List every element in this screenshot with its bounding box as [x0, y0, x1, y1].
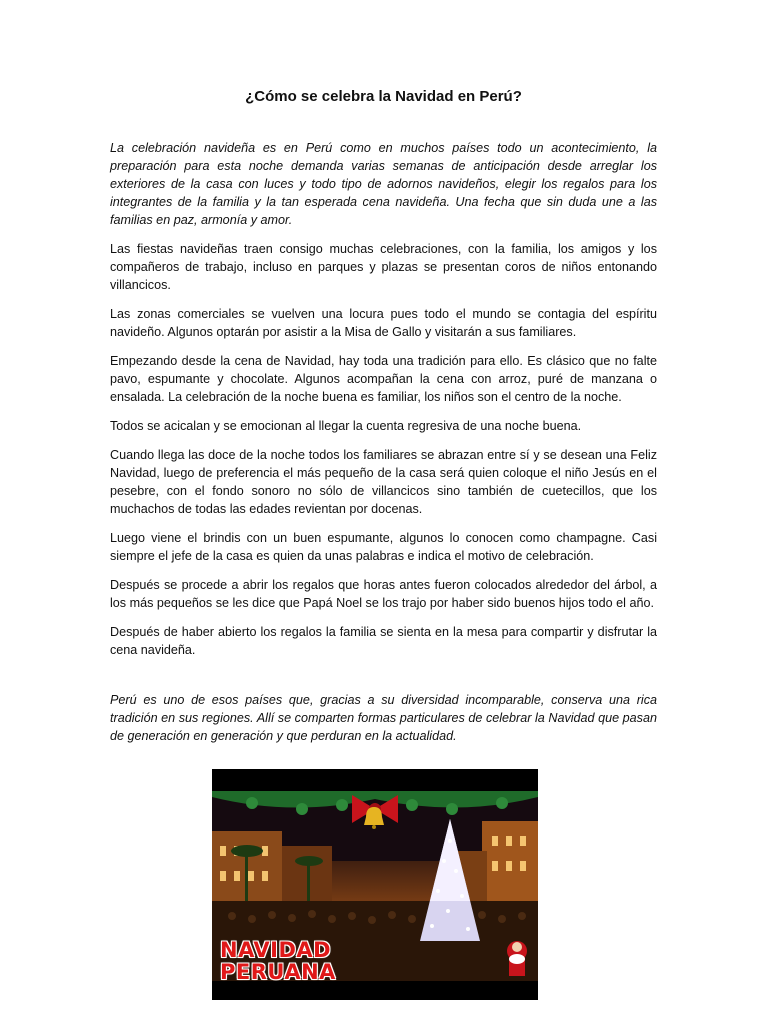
- paragraph-regalos: Después se procede a abrir los regalos que horas antes fueron colocados alrededor del árbol, a los más pequeños se les dice que Papá Noel se los trajo por haber sido buenos hijos todo el año.: [110, 578, 657, 610]
- christmas-plaza-scene: [212, 791, 538, 981]
- closing-paragraph: Perú es uno de esos países que, gracias a su diversidad incomparable, conserva una rica tradición en sus regiones. Allí se comparten formas particulares de celebrar la Navidad que pasan de generación en generación y que perduran en la actualidad.: [110, 693, 657, 743]
- paragraph-brindis: Luego viene el brindis con un buen espumante, algunos lo conocen como champagne. Casi siempre el jefe de la casa es quien da unas palabras e indica el motivo de celebración.: [110, 531, 657, 563]
- paragraph-acicalan: Todos se acicalan y se emocionan al llegar la cuenta regresiva de una noche buena.: [110, 419, 582, 433]
- document-body: [110, 139, 657, 756]
- paragraph-cena: Empezando desde la cena de Navidad, hay toda una tradición para ello. Es clásico que no falte pavo, espumante y chocolate. Algunos acompañan la cena con arroz, puré de manzana o ensalada. La celebración de la noche buena es familiar, los niños son el centro de la noche.: [110, 354, 657, 404]
- navidad-peruana-image: [212, 769, 538, 1000]
- paragraph-doce-noche: Cuando llega las doce de la noche todos los familiares se abrazan entre sí y se desean una Feliz Navidad, luego de preferencia el más pequeño de la casa será quien coloque el niño Jesús en el pesebre, con el fondo sonoro no sólo de villancicos sino también de cuetecillos, que los muchachos de todas las edades revientan por docenas.: [110, 448, 657, 516]
- banner-peruana-text: PERUANA: [220, 960, 336, 981]
- paragraph-mesa: Después de haber abierto los regalos la familia se sienta en la mesa para compartir y disfrutar la cena navideña.: [110, 625, 657, 657]
- banner-navidad-text: NAVIDAD: [220, 938, 332, 962]
- intro-paragraph: La celebración navideña es en Perú como en muchos países todo un acontecimiento, la preparación para esta noche demanda varias semanas de anticipación desde arreglar los exteriores de la casa con luces y todo tipo de adornos navideños, elegir los regalos para los integrantes de la familia y la tan esperada cena navideña. Una fecha que sin duda une a las familias en paz, armonía y amor.: [110, 141, 657, 227]
- paragraph-zonas-comerciales: Las zonas comerciales se vuelven una locura pues todo el mundo se contagia del espíritu navideño. Algunos optarán por asistir a la Misa de Gallo y visitarán a sus familiares.: [110, 307, 657, 339]
- paragraph-fiestas: Las fiestas navideñas traen consigo muchas celebraciones, con la familia, los amigos y los compañeros de trabajo, incluso en parques y plazas se presentan coros de niños entonando villancicos.: [110, 242, 657, 292]
- document-title: ¿Cómo se celebra la Navidad en Perú?: [245, 88, 522, 105]
